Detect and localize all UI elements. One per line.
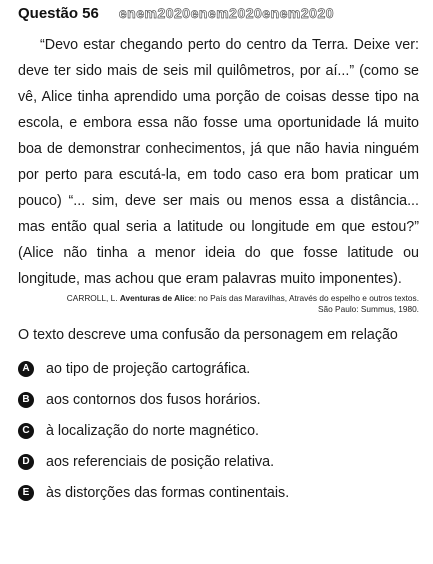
option-b-letter: B: [18, 392, 34, 408]
option-a[interactable]: [18, 353, 419, 384]
enem-watermark: [119, 4, 419, 22]
option-b[interactable]: [18, 384, 419, 415]
option-c[interactable]: [18, 415, 419, 446]
option-e[interactable]: [18, 477, 419, 508]
option-d-letter: D: [18, 454, 34, 470]
question-title: Questão 56: [18, 4, 99, 22]
option-d-text: aos referenciais de posição relativa.: [46, 453, 275, 470]
citation-work: Aventuras de Alice: [119, 293, 194, 303]
option-e-letter: E: [18, 485, 34, 501]
question-header: [18, 2, 419, 24]
option-a-text: ao tipo de projeção cartográfica.: [46, 360, 251, 377]
option-e-text: às distorções das formas continentais.: [46, 484, 290, 501]
answer-options: [18, 353, 419, 508]
citation-rest: : no País das Maravilhas, Através do espelho e outros textos.: [193, 293, 419, 303]
citation-line-1: [18, 293, 419, 304]
citation-author: CARROLL, L.: [66, 293, 118, 303]
citation: [18, 293, 419, 315]
option-c-letter: C: [18, 423, 34, 439]
question-page: [0, 2, 433, 564]
question-prompt: O texto descreve uma confusão da personagem em relação: [18, 327, 398, 343]
option-b-text: aos contornos dos fusos horários.: [46, 391, 261, 408]
watermark-text: enem2020enem2020enem2020: [118, 5, 335, 21]
option-c-text: à localização do norte magnético.: [46, 422, 259, 439]
option-a-letter: A: [18, 361, 34, 377]
option-d[interactable]: [18, 446, 419, 477]
citation-publisher: São Paulo: Summus, 1980.: [317, 304, 419, 314]
passage-text: “Devo estar chegando perto do centro da Terra. Deixe ver: deve ter sido mais de seis mil quilômetros, por aí...” (como se vê, Alice tinha aprendido uma porção de coisas desse tipo na escola, e embora essa não fosse uma oportunidade lá muito boa de demonstrar conhecimentos, já que não havia ninguém por perto para escutá-la, em todo caso era bom praticar um pouco) “... sim, deve ser mais ou menos essa a distância... mas então qual seria a latitude ou longitude em que estou?” (Alice não tinha a menor ideia do que fosse latitude ou longitude, mas achou que eram palavras muito imponentes).: [18, 37, 419, 287]
